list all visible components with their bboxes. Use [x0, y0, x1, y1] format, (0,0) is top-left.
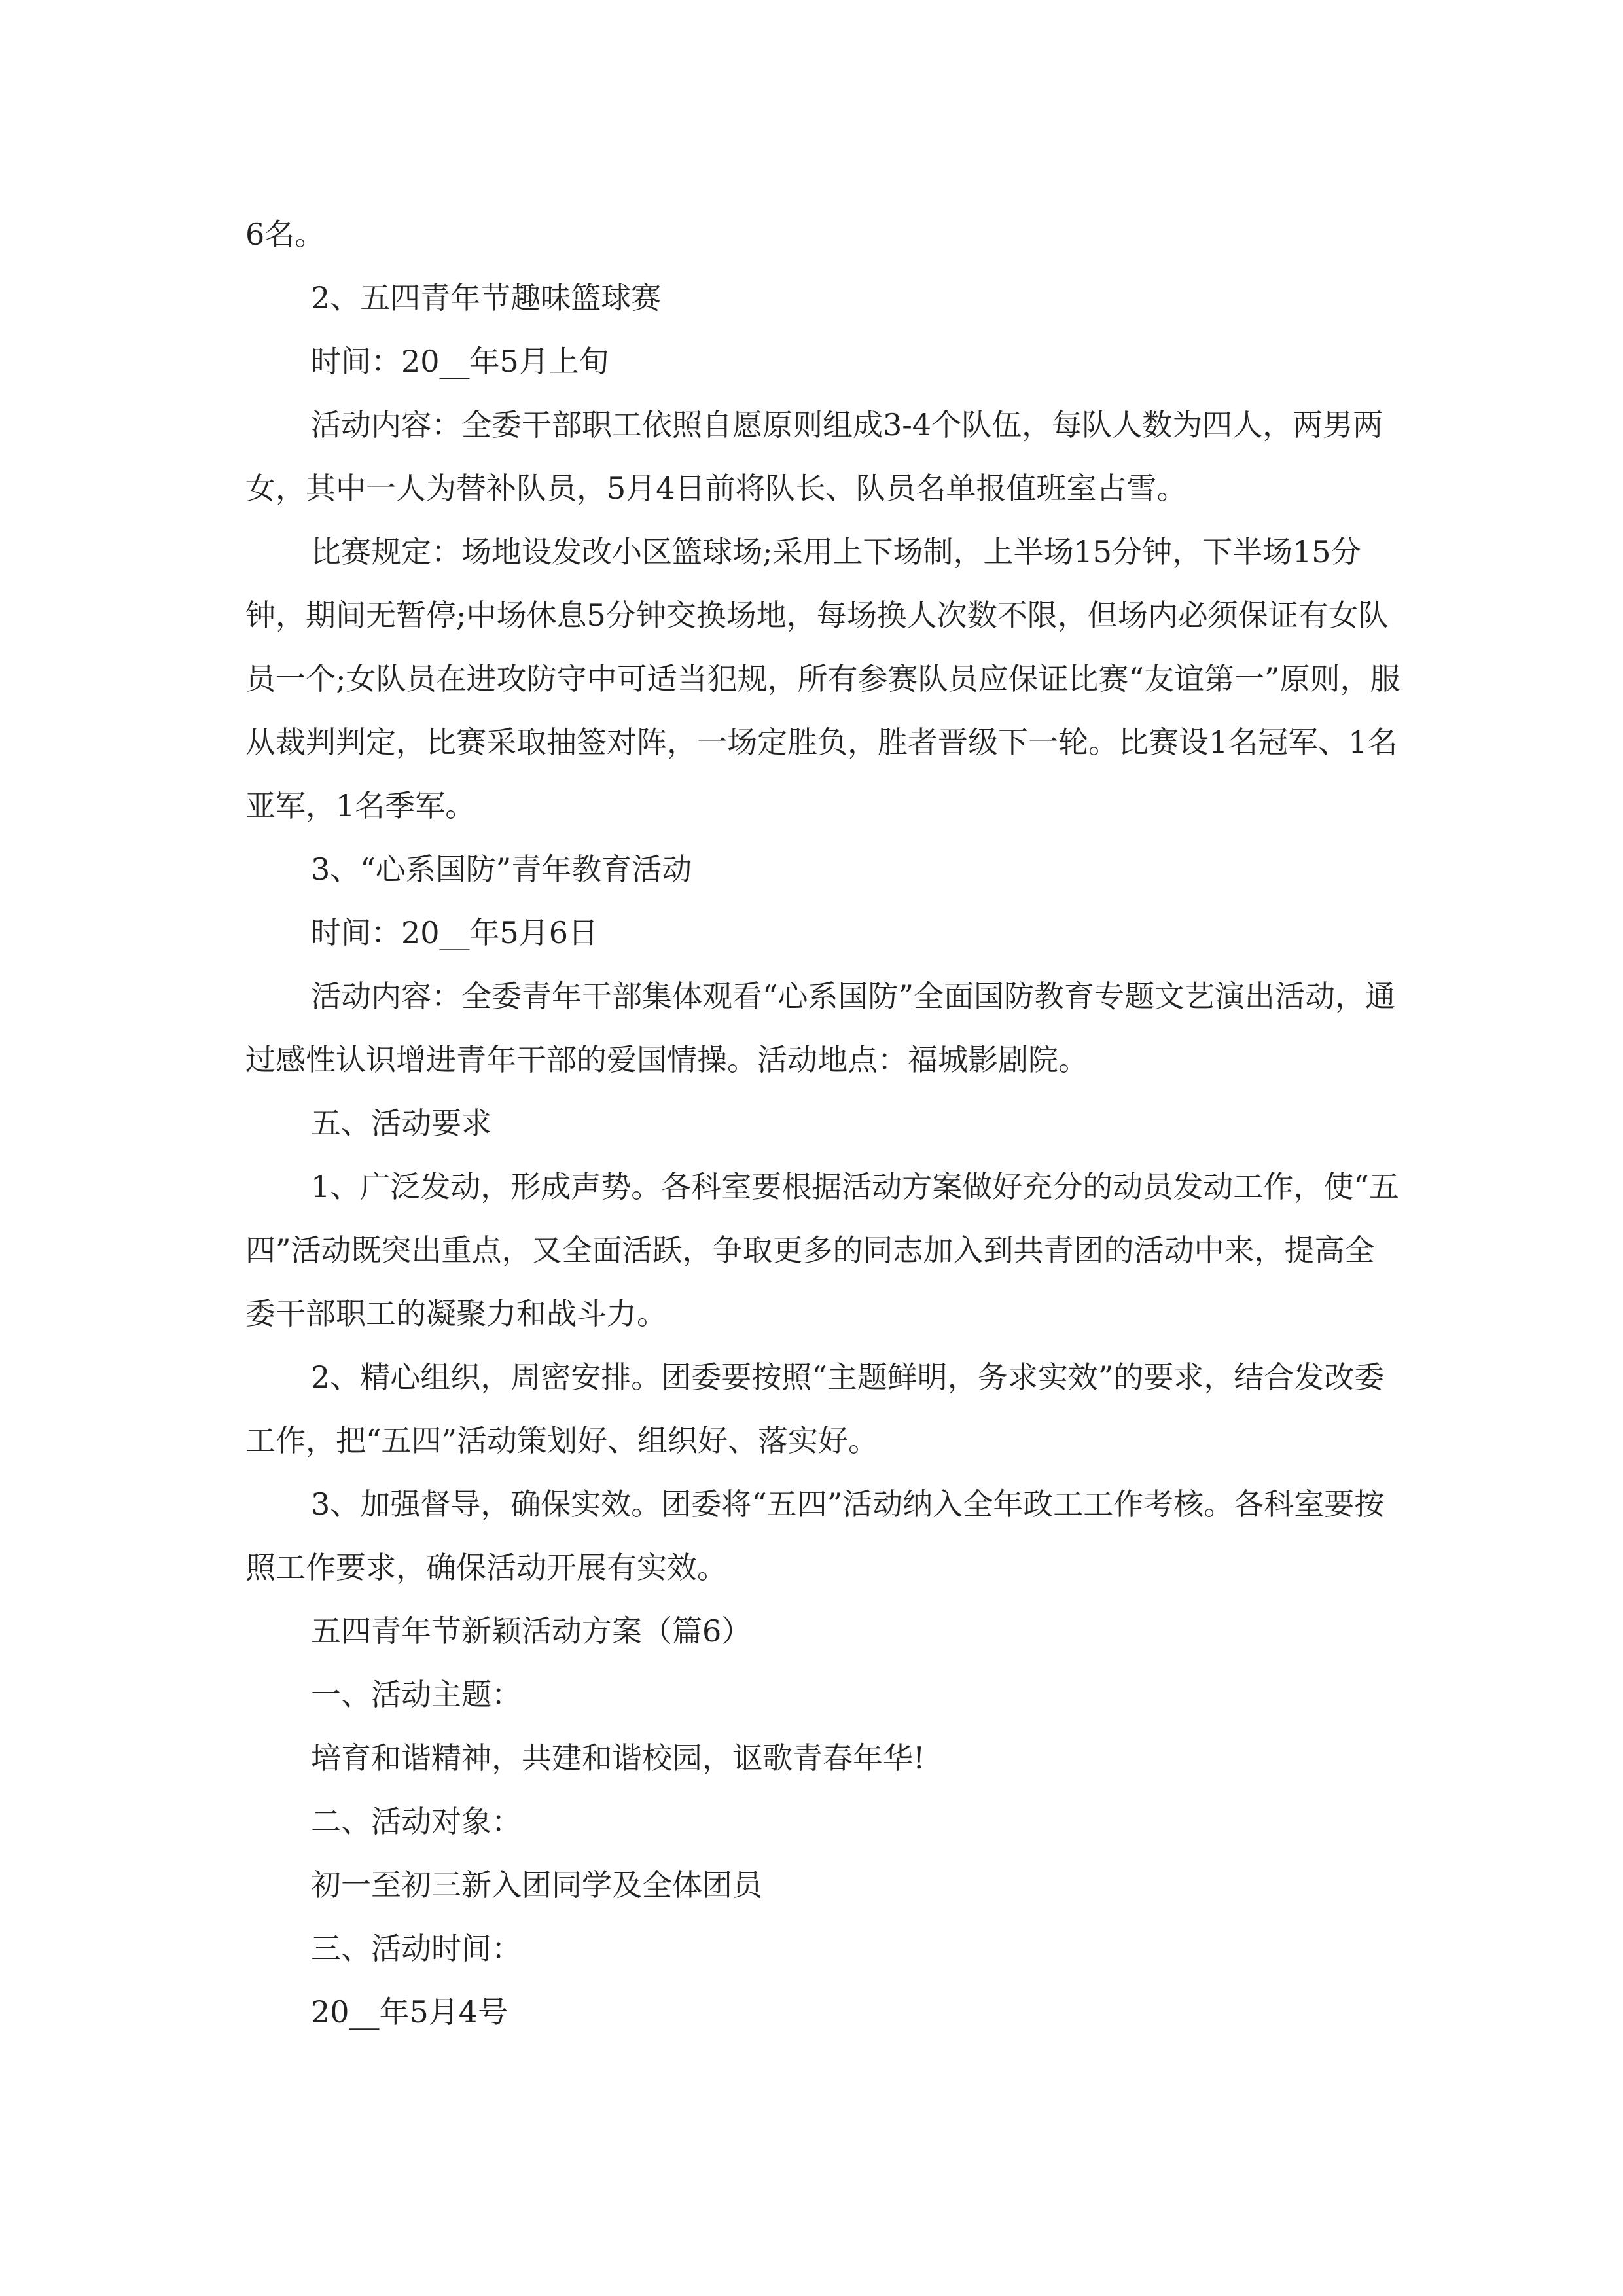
paragraph: 培育和谐精神，共建和谐校园，讴歌青春年华!	[311, 1740, 925, 1776]
paragraph: 时间：20__年5月上旬	[311, 344, 609, 379]
section-heading: 一、活动主题：	[311, 1677, 522, 1712]
paragraph: 2、精心组织，周密安排。团委要按照“主题鲜明，务求实效”的要求，结合发改委工作，把“五四”活动策划好、组织好、落实好。	[245, 1359, 1385, 1458]
paragraph: 活动内容：全委青年干部集体观看“心系国防”全面国防教育专题文艺演出活动，通过感性认识增进青年干部的爱国情操。活动地点：福城影剧院。	[245, 978, 1396, 1077]
section-heading: 五、活动要求	[311, 1105, 491, 1141]
paragraph: 20__年5月4号	[311, 1994, 508, 2030]
paragraph: 3、“心系国防”青年教育活动	[311, 852, 692, 887]
section-heading: 二、活动对象：	[311, 1804, 522, 1839]
paragraph: 2、五四青年节趣味篮球赛	[311, 280, 662, 315]
paragraph: 6名。	[245, 217, 325, 252]
paragraph: 初一至初三新入团同学及全体团员	[311, 1867, 762, 1903]
paragraph: 1、广泛发动，形成声势。各科室要根据活动方案做好充分的动员发动工作，使“五四”活动既突出重点，又全面活跃，争取更多的同志加入到共青团的活动中来，提高全委干部职工的凝聚力和战斗力。	[245, 1169, 1399, 1331]
section-title: 五四青年节新颖活动方案（篇6）	[311, 1613, 752, 1649]
paragraph: 比赛规定：场地设发改小区篮球场;采用上下场制，上半场15分钟，下半场15分钟，期间无暂停;中场休息5分钟交换场地，每场换人次数不限，但场内必须保证有女队员一个;女队员在进攻防守中可适当犯规，所有参赛队员应保证比赛“友谊第一”原则，服从裁判判定，比赛采取抽签对阵，一场定胜负，胜者晋级下一轮。比赛设1名冠军、1名亚军，1名季军。	[245, 534, 1400, 823]
paragraph: 活动内容：全委干部职工依照自愿原则组成3-4个队伍，每队人数为四人，两男两女，其中一人为替补队员，5月4日前将队长、队员名单报值班室占雪。	[245, 407, 1383, 506]
document-body	[245, 203, 1404, 2044]
section-heading: 三、活动时间：	[311, 1931, 522, 1966]
paragraph: 3、加强督导，确保实效。团委将“五四”活动纳入全年政工工作考核。各科室要按照工作要求，确保活动开展有实效。	[245, 1486, 1385, 1585]
paragraph: 时间：20__年5月6日	[311, 915, 599, 950]
